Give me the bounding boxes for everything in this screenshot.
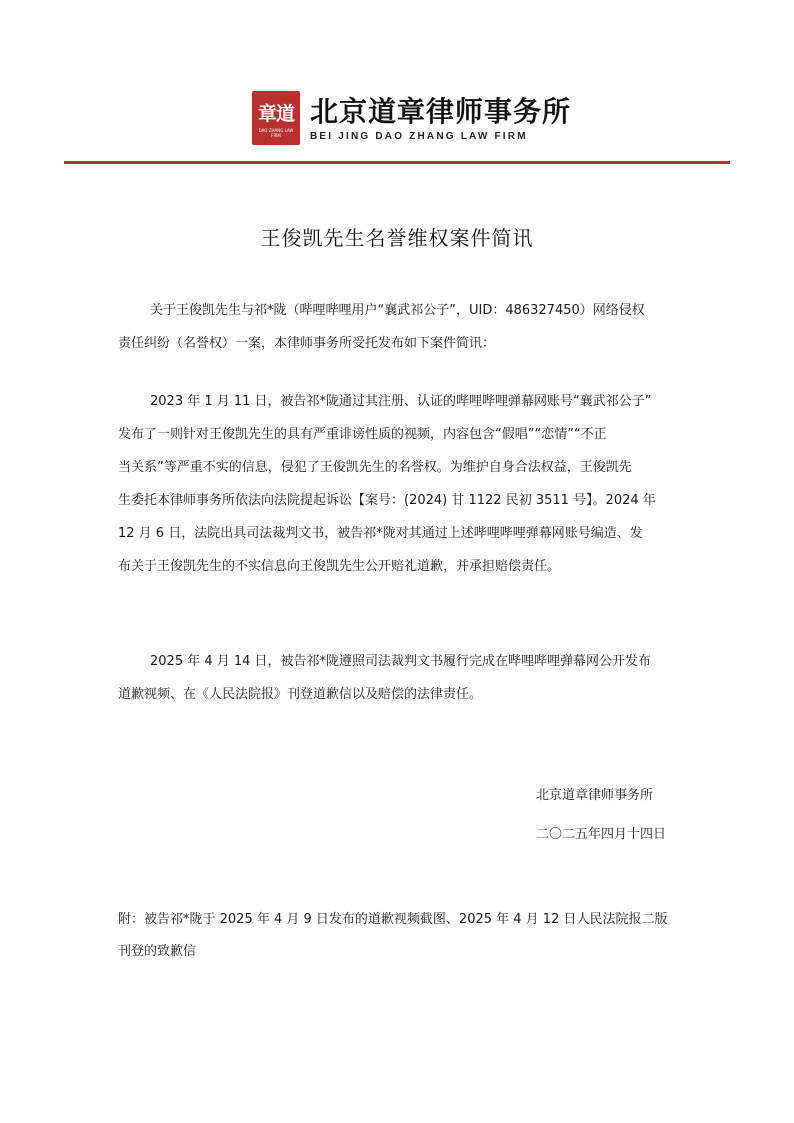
appendix-note: [118, 904, 667, 968]
paragraph-line: 2025 年 4 月 14 日，被告祁*陇遵照司法裁判文书履行完成在哔哩哔哩弹幕网公开发布: [150, 654, 652, 669]
paragraph-line: 当关系”等严重不实的信息，侵犯了王俊凯先生的名誉权。为维护自身合法权益，王俊凯先: [118, 460, 632, 475]
header-divider: [64, 161, 730, 164]
appendix-line: 附：被告祁*陇于 2025 年 4 月 9 日发布的道歉视频截图、2025 年 4 月 12 日人民法院报二版: [118, 912, 668, 927]
paragraph-line: 生委托本律师事务所依法向法院提起诉讼【案号：(2024) 甘 1122 民初 3511 号】。2024 年: [118, 493, 656, 508]
paragraph-line: 发布了一则针对王俊凯先生的具有严重诽谤性质的视频，内容包含“假唱”“恋情”“不正: [118, 427, 607, 442]
signature-firm: 北京道章律师事务所: [536, 788, 654, 803]
paragraph-resolution: [118, 645, 686, 711]
signature-date: 二〇二五年四月十四日: [536, 827, 667, 842]
firm-name-chinese: 北京道章律师事务所: [310, 94, 572, 128]
paragraph-intro: [118, 294, 686, 360]
firm-name-block: [310, 95, 571, 142]
firm-name-english: BEI JING DAO ZHANG LAW FIRM: [310, 130, 528, 142]
paragraph-line: 责任纠纷（名誉权）一案，本律师事务所受托发布如下案件简讯：: [118, 336, 496, 351]
document-title: 王俊凯先生名誉维权案件简讯: [260, 226, 534, 250]
firm-seal-logo: [252, 91, 300, 145]
paragraph-line: 12 月 6 日，法院出具司法裁判文书，被告祁*陇对其通过上述哔哩哔哩弹幕网账号编造、发: [118, 526, 643, 541]
paragraph-line: 道歉视频、在《人民法院报》刊登道歉信以及赔偿的法律责任。: [118, 687, 483, 702]
paragraph-line: 布关于王俊凯先生的不实信息向王俊凯先生公开赔礼道歉，并承担赔偿责任。: [118, 559, 561, 574]
appendix-line: 刊登的致歉信: [118, 944, 197, 959]
paragraph-line: 2023 年 1 月 11 日，被告祁*陇通过其注册、认证的哔哩哔哩弹幕网账号“襄武祁公子”: [150, 394, 652, 409]
paragraph-case-facts: [118, 385, 686, 583]
seal-english-text: DAO ZHANG LAW FIRM: [258, 127, 294, 138]
letterhead: [252, 88, 571, 148]
seal-characters: 章道: [257, 102, 294, 125]
paragraph-line: 关于王俊凯先生与祁*陇（哔哩哔哩用户“襄武祁公子”，UID：486327450）网络侵权: [150, 303, 645, 318]
